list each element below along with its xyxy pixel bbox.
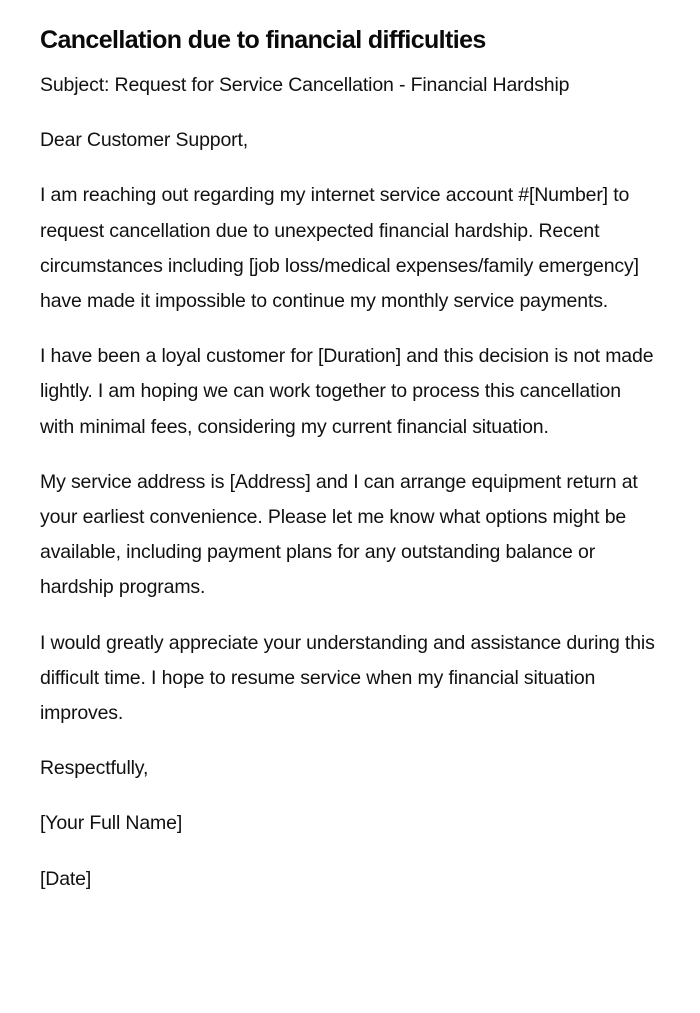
salutation: Dear Customer Support, bbox=[40, 129, 249, 152]
body-paragraph-closing: I would greatly appreciate your understanding and assistance during this difficult time. I hope to resume service when my financial situation improves. bbox=[40, 631, 655, 725]
body-paragraph-loyalty: I have been a loyal customer for [Duration] and this decision is not made lightly. I am hoping we can work together to process this cancellation with minimal fees, considering my current financial situation. bbox=[40, 345, 654, 438]
signature-name: [Your Full Name] bbox=[40, 812, 183, 835]
body-paragraph-address: My service address is [Address] and I can arrange equipment return at your earliest convenience. Please let me know what options might be available, including payment plans for any outstanding balance or hardship programs. bbox=[40, 470, 638, 599]
body-paragraph-intro: I am reaching out regarding my internet service account #[Number] to request cancellation due to unexpected financial hardship. Recent circumstances including [job loss/medical expenses/family emergency] have made it impossible to continue my monthly service payments. bbox=[40, 184, 639, 313]
page-title: Cancellation due to financial difficulties bbox=[40, 26, 486, 54]
sign-off: Respectfully, bbox=[40, 757, 149, 780]
signature-date: [Date] bbox=[40, 867, 92, 890]
subject-line: Subject: Request for Service Cancellation - Financial Hardship bbox=[40, 74, 570, 96]
